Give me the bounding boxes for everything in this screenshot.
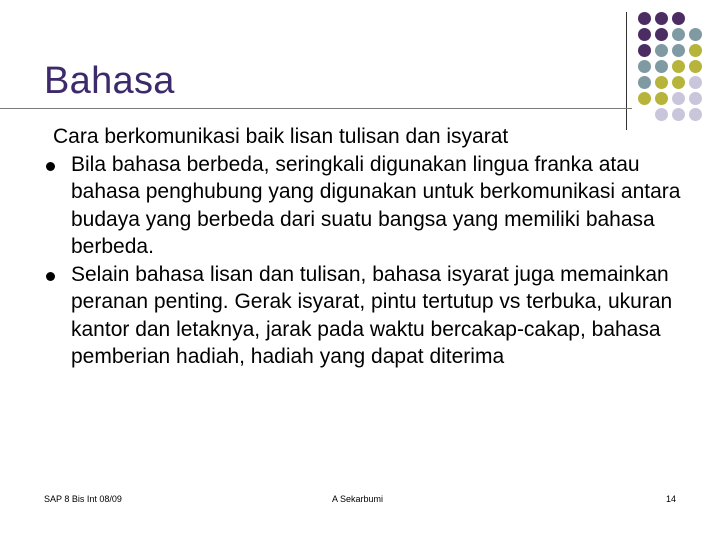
decorative-dot-icon bbox=[638, 76, 651, 89]
slide-body bbox=[45, 123, 685, 371]
decorative-dot-icon bbox=[672, 60, 685, 73]
dot-spacer bbox=[689, 12, 702, 25]
decorative-dot-icon bbox=[672, 76, 685, 89]
decorative-dot-icon bbox=[638, 92, 651, 105]
decorative-dot-icon bbox=[638, 44, 651, 57]
decorative-dot-icon bbox=[655, 44, 668, 57]
decorative-dot-icon bbox=[638, 12, 651, 25]
decorative-dot-icon bbox=[689, 28, 702, 41]
decorative-dot-icon bbox=[672, 28, 685, 41]
footer-page-number: 14 bbox=[666, 494, 677, 504]
bullet-dot-icon bbox=[46, 162, 55, 171]
lead-text: Cara berkomunikasi baik lisan tulisan dan isyarat bbox=[53, 125, 509, 148]
decorative-dot-icon bbox=[655, 76, 668, 89]
decorative-dot-icon bbox=[689, 44, 702, 57]
decorative-dot-icon bbox=[655, 92, 668, 105]
decorative-dot-icon bbox=[672, 12, 685, 25]
decorative-dot-icon bbox=[689, 92, 702, 105]
title-underline bbox=[0, 108, 632, 109]
decorative-dot-icon bbox=[672, 44, 685, 57]
decorative-dot-icon bbox=[689, 60, 702, 73]
decorative-dot-grid bbox=[638, 12, 704, 123]
vertical-divider bbox=[626, 12, 627, 130]
decorative-dot-icon bbox=[689, 108, 702, 121]
bullet-dot-icon bbox=[46, 272, 55, 281]
bullet-item bbox=[45, 261, 685, 371]
decorative-dot-icon bbox=[689, 76, 702, 89]
decorative-dot-icon bbox=[672, 108, 685, 121]
bullet-item bbox=[45, 151, 685, 261]
decorative-dot-icon bbox=[655, 28, 668, 41]
decorative-dot-icon bbox=[672, 92, 685, 105]
footer-course: SAP 8 Bis Int 08/09 bbox=[44, 494, 122, 504]
decorative-dot-icon bbox=[655, 60, 668, 73]
dot-spacer bbox=[638, 108, 651, 121]
decorative-dot-icon bbox=[655, 108, 668, 121]
bullet-text: Bila bahasa berbeda, seringkali digunakan lingua franka atau bahasa penghubung yang digunakan untuk berkomunikasi antara budaya yang berbeda dari suatu bangsa yang memiliki bahasa berbeda. bbox=[71, 152, 681, 258]
footer-author: A Sekarbumi bbox=[332, 494, 384, 504]
decorative-dot-icon bbox=[655, 12, 668, 25]
decorative-dot-icon bbox=[638, 28, 651, 41]
bullet-text: Selain bahasa lisan dan tulisan, bahasa isyarat juga memainkan peranan penting. Gerak isyarat, pintu tertutup vs terbuka, ukuran kantor dan letaknya, jarak pada waktu bercakap-cakap, bahasa pemberian hadiah, hadiah yang dapat diterima bbox=[71, 262, 673, 368]
decorative-dot-icon bbox=[638, 60, 651, 73]
slide-title: Bahasa bbox=[44, 60, 175, 102]
